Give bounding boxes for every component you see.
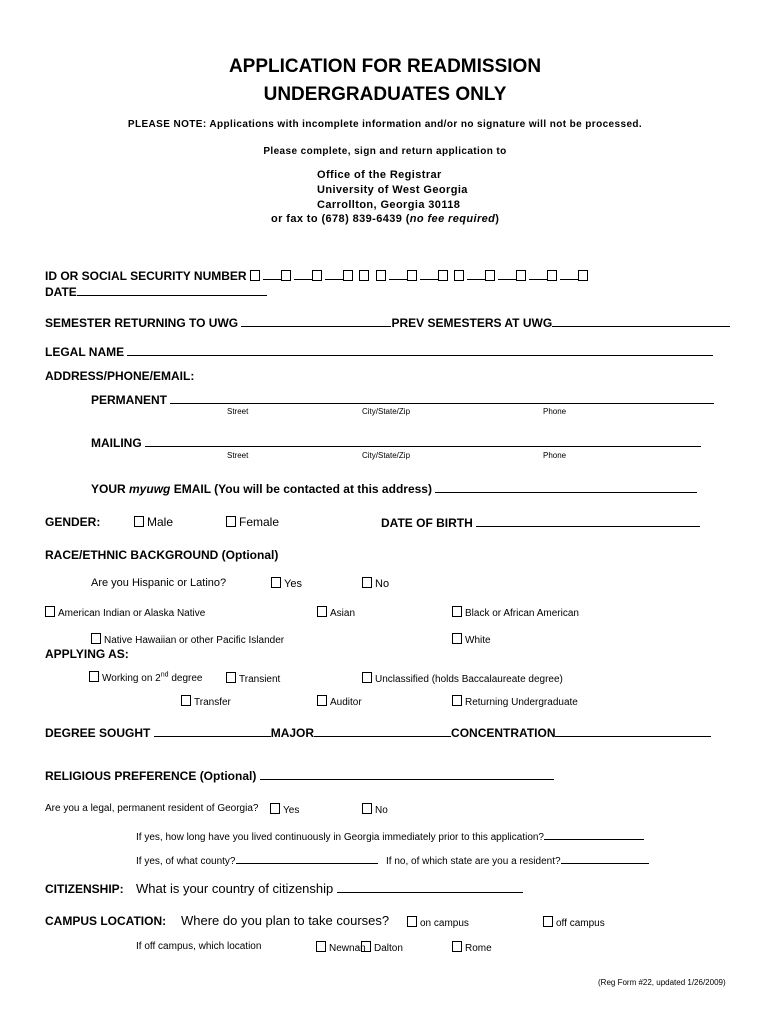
address-header: ADDRESS/PHONE/EMAIL: xyxy=(45,369,195,383)
mailing-row xyxy=(91,435,701,450)
rome-option[interactable] xyxy=(452,941,492,954)
auditor-option[interactable] xyxy=(317,695,362,708)
legal-name-field[interactable] xyxy=(127,344,713,356)
semester-returning-label: SEMESTER RETURNING TO UWG xyxy=(45,316,239,330)
male-option[interactable] xyxy=(134,515,173,529)
applying-header: APPLYING AS: xyxy=(45,647,129,661)
hawaiian-checkbox[interactable] xyxy=(91,633,101,644)
email-suffix: EMAIL (You will be contacted at this address) xyxy=(170,482,432,496)
how-long-question: If yes, how long have you lived continuously in Georgia immediately prior to this application? xyxy=(136,832,544,843)
auditor-checkbox[interactable] xyxy=(317,695,327,706)
off-campus-option[interactable] xyxy=(543,916,605,929)
asian-option[interactable] xyxy=(317,606,355,619)
second-degree-pre: Working on 2 xyxy=(102,673,161,684)
religion-label: RELIGIOUS PREFERENCE (Optional) xyxy=(45,769,257,783)
permanent-address-field[interactable] xyxy=(170,392,714,404)
concentration-field[interactable] xyxy=(555,725,711,737)
incomplete-note: PLEASE NOTE: Applications with incomplete information and/or no signature will not be processed. xyxy=(127,119,643,130)
race-header: RACE/ETHNIC BACKGROUND (Optional) xyxy=(45,548,279,562)
hispanic-question: Are you Hispanic or Latino? xyxy=(91,577,227,589)
prev-semesters-field[interactable] xyxy=(552,315,730,327)
mailing-label: MAILING xyxy=(91,436,142,450)
citizenship-row xyxy=(136,881,523,896)
second-degree-option[interactable] xyxy=(89,671,202,684)
mailing-address-field[interactable] xyxy=(145,435,701,447)
newnan-label: Newnan xyxy=(329,943,366,954)
hawaiian-option[interactable] xyxy=(91,633,284,646)
american-indian-checkbox[interactable] xyxy=(45,606,55,617)
male-checkbox[interactable] xyxy=(134,516,144,527)
permanent-phone-caption: Phone xyxy=(543,407,567,416)
dalton-option[interactable] xyxy=(361,941,403,954)
degree-sought-label: DEGREE SOUGHT xyxy=(45,726,151,740)
rome-label: Rome xyxy=(465,943,492,954)
mailing-city-caption: City/State/Zip xyxy=(362,451,411,460)
transient-label: Transient xyxy=(239,674,281,685)
dob-row xyxy=(381,515,700,530)
religion-row xyxy=(45,768,554,783)
major-field[interactable] xyxy=(314,725,451,737)
form-title-line2: UNDERGRADUATES ONLY xyxy=(263,84,507,105)
religion-field[interactable] xyxy=(260,768,554,780)
county-field[interactable] xyxy=(236,852,378,864)
resident-no-option[interactable] xyxy=(362,803,388,816)
mailing-phone-caption: Phone xyxy=(543,451,567,460)
id-label: ID OR SOCIAL SECURITY NUMBER xyxy=(45,269,247,283)
other-state-question: If no, of which state are you a resident? xyxy=(386,856,561,867)
fax-prefix: or fax to (678) 839-6439 ( xyxy=(271,213,410,225)
rome-checkbox[interactable] xyxy=(452,941,462,952)
second-degree-checkbox[interactable] xyxy=(89,671,99,682)
white-checkbox[interactable] xyxy=(452,633,462,644)
registrar-address xyxy=(317,168,468,213)
form-title-line1: APPLICATION FOR READMISSION xyxy=(228,56,542,77)
hispanic-no-checkbox[interactable] xyxy=(362,577,372,588)
returning-label: Returning Undergraduate xyxy=(465,697,578,708)
dalton-checkbox[interactable] xyxy=(361,941,371,952)
asian-label: Asian xyxy=(330,608,356,619)
fax-line xyxy=(271,213,499,225)
transfer-checkbox[interactable] xyxy=(181,695,191,706)
permanent-label: PERMANENT xyxy=(91,393,168,407)
on-campus-label: on campus xyxy=(420,918,469,929)
hawaiian-label: Native Hawaiian or other Pacific Islander xyxy=(104,635,285,646)
how-long-row xyxy=(136,828,644,843)
return-instructions: Please complete, sign and return application to xyxy=(263,146,507,157)
transient-option[interactable] xyxy=(226,672,280,685)
newnan-checkbox[interactable] xyxy=(316,941,326,952)
prev-semesters-label: PREV SEMESTERS AT UWG xyxy=(391,316,553,330)
on-campus-checkbox[interactable] xyxy=(407,916,417,927)
unclassified-option[interactable] xyxy=(362,672,563,685)
resident-no-checkbox[interactable] xyxy=(362,803,372,814)
resident-yes-label: Yes xyxy=(283,805,300,816)
dob-label: DATE OF BIRTH xyxy=(381,516,473,530)
asian-checkbox[interactable] xyxy=(317,606,327,617)
hispanic-yes-option[interactable] xyxy=(271,577,302,590)
id-number-boxes[interactable] xyxy=(250,268,591,283)
american-indian-option[interactable] xyxy=(45,606,205,619)
female-option[interactable] xyxy=(226,515,279,529)
date-field[interactable] xyxy=(77,284,267,296)
email-prefix: YOUR xyxy=(91,482,130,496)
how-long-field[interactable] xyxy=(544,828,644,840)
resident-no-label: No xyxy=(375,805,388,816)
returning-option[interactable] xyxy=(452,695,578,708)
address-line-3: Carrollton, Georgia 30118 xyxy=(317,199,461,211)
date-row xyxy=(45,284,267,299)
second-degree-post: degree xyxy=(168,673,203,684)
degree-row xyxy=(45,725,711,740)
county-question: If yes, of what county? xyxy=(136,856,236,867)
hispanic-yes-checkbox[interactable] xyxy=(271,577,281,588)
hispanic-yes-label: Yes xyxy=(284,578,302,590)
legal-name-row xyxy=(45,344,713,359)
female-checkbox[interactable] xyxy=(226,516,236,527)
id-row xyxy=(45,268,591,283)
off-campus-question: If off campus, which location xyxy=(136,941,262,952)
dob-field[interactable] xyxy=(476,515,700,527)
off-campus-label: off campus xyxy=(556,918,605,929)
address-line-2: University of West Georgia xyxy=(317,184,468,196)
returning-checkbox[interactable] xyxy=(452,695,462,706)
form-footer: (Reg Form #22, updated 1/26/2009) xyxy=(598,978,726,987)
date-label: DATE xyxy=(45,285,77,299)
semester-returning-field[interactable] xyxy=(241,315,391,327)
citizenship-field[interactable] xyxy=(337,881,523,893)
white-option[interactable] xyxy=(452,633,491,646)
unclassified-checkbox[interactable] xyxy=(362,672,372,683)
resident-yes-option[interactable] xyxy=(270,803,299,816)
on-campus-option[interactable] xyxy=(407,916,469,929)
fax-suffix: ) xyxy=(495,213,500,225)
other-state-field[interactable] xyxy=(561,852,649,864)
white-label: White xyxy=(465,635,491,646)
permanent-city-caption: City/State/Zip xyxy=(362,407,411,416)
concentration-label: CONCENTRATION xyxy=(451,726,556,740)
mailing-street-caption: Street xyxy=(227,451,249,460)
degree-sought-field[interactable] xyxy=(154,725,271,737)
email-myuwg: myuwg xyxy=(129,482,171,496)
hispanic-no-label: No xyxy=(375,578,390,590)
black-label: Black or African American xyxy=(465,608,579,619)
address-line-1: Office of the Registrar xyxy=(317,169,442,181)
legal-name-label: LEGAL NAME xyxy=(45,345,125,359)
resident-yes-checkbox[interactable] xyxy=(270,803,280,814)
second-degree-sup: nd xyxy=(160,671,169,679)
email-row xyxy=(91,481,697,496)
other-state-row xyxy=(386,852,649,867)
transient-checkbox[interactable] xyxy=(226,672,236,683)
permanent-row xyxy=(91,392,714,407)
transfer-option[interactable] xyxy=(181,695,231,708)
black-option[interactable] xyxy=(452,606,579,619)
campus-label: CAMPUS LOCATION: xyxy=(45,914,167,928)
female-label: Female xyxy=(239,515,280,529)
unclassified-label: Unclassified (holds Baccalaureate degree) xyxy=(375,674,563,685)
off-campus-checkbox[interactable] xyxy=(543,916,553,927)
permanent-street-caption: Street xyxy=(227,407,249,416)
male-label: Male xyxy=(147,515,174,529)
semester-row xyxy=(45,315,730,330)
newnan-option[interactable] xyxy=(316,941,366,954)
transfer-label: Transfer xyxy=(194,697,231,708)
citizenship-label: CITIZENSHIP: xyxy=(45,882,124,896)
gender-label: GENDER: xyxy=(45,515,101,529)
no-fee-text: no fee required xyxy=(409,213,496,225)
resident-question: Are you a legal, permanent resident of Georgia? xyxy=(45,803,259,814)
black-checkbox[interactable] xyxy=(452,606,462,617)
county-row xyxy=(136,852,378,867)
american-indian-label: American Indian or Alaska Native xyxy=(58,608,206,619)
major-label: MAJOR xyxy=(270,726,315,740)
campus-question: Where do you plan to take courses? xyxy=(181,913,390,928)
email-field[interactable] xyxy=(435,481,697,493)
auditor-label: Auditor xyxy=(330,697,362,708)
citizenship-question: What is your country of citizenship xyxy=(136,881,334,896)
hispanic-no-option[interactable] xyxy=(362,577,389,590)
dalton-label: Dalton xyxy=(374,943,403,954)
